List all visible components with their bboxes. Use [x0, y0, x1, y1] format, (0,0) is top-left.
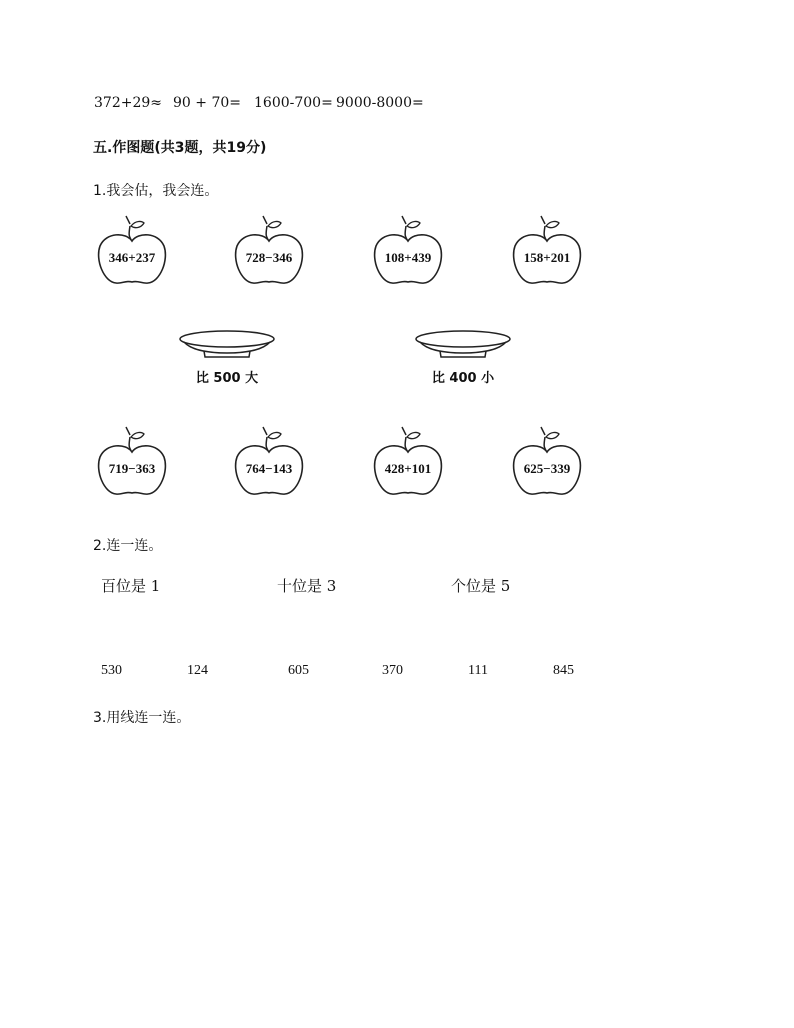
apple-bottom-3[interactable]	[372, 425, 444, 499]
category-ones-5[interactable]: 个位是 5	[451, 577, 511, 595]
apple-expression: 108+439	[384, 250, 432, 265]
estimation-item-3: 1600-700=	[254, 95, 333, 111]
plate-icon	[178, 329, 276, 363]
apple-expression: 346+237	[108, 250, 156, 265]
apple-expression: 428+101	[384, 461, 432, 476]
category-tens-3[interactable]: 十位是 3	[277, 577, 337, 595]
plate-less-400[interactable]	[414, 329, 512, 389]
estimation-item-2: 90 + 70=	[173, 95, 241, 111]
apple-expression: 719−363	[108, 461, 156, 476]
plate-label: 比 400 小	[431, 371, 495, 386]
apple-bottom-2[interactable]	[233, 425, 305, 499]
number-option[interactable]: 605	[288, 663, 309, 678]
category-hundreds-1[interactable]: 百位是 1	[101, 577, 161, 595]
q2-prompt: 2.连一连。	[93, 538, 163, 554]
number-option[interactable]: 845	[553, 663, 574, 678]
estimation-item-1: 372+29≈	[94, 95, 162, 111]
apple-expression: 158+201	[523, 250, 571, 265]
apple-bottom-1[interactable]	[96, 425, 168, 499]
estimation-item-4: 9000-8000=	[336, 95, 424, 111]
apple-top-2[interactable]	[233, 214, 305, 288]
apple-top-3[interactable]	[372, 214, 444, 288]
plate-greater-500[interactable]	[178, 329, 276, 389]
plate-label: 比 500 大	[195, 371, 259, 386]
number-option[interactable]: 124	[187, 663, 208, 678]
number-option[interactable]: 530	[101, 663, 122, 678]
apple-expression: 625−339	[523, 461, 571, 476]
number-option[interactable]: 370	[382, 663, 403, 678]
number-option[interactable]: 111	[468, 663, 488, 678]
apple-top-1[interactable]	[96, 214, 168, 288]
apple-bottom-4[interactable]	[511, 425, 583, 499]
apple-expression: 764−143	[245, 461, 293, 476]
apple-top-4[interactable]	[511, 214, 583, 288]
plate-icon	[414, 329, 512, 363]
q1-prompt: 1.我会估，我会连。	[93, 183, 219, 199]
apple-expression: 728−346	[245, 250, 293, 265]
section-heading: 五.作图题(共3题，共19分)	[93, 140, 267, 156]
q3-prompt: 3.用线连一连。	[93, 710, 191, 726]
